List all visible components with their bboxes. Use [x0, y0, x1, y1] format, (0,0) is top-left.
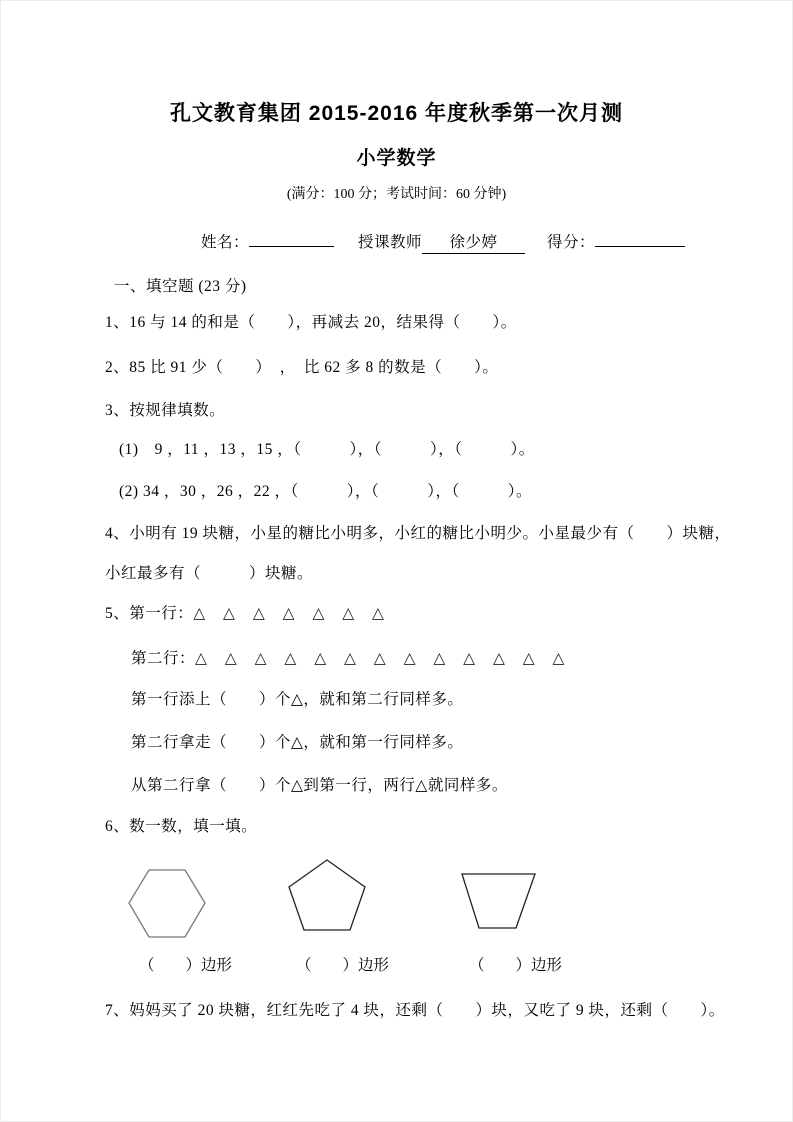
exam-meta: (满分：100 分；考试时间：60 分钟) — [286, 187, 507, 202]
triangle-row-2: △ △ △ △ △ △ △ △ △ △ △ △ △ — [195, 650, 572, 667]
trapezoid-shape — [461, 873, 536, 929]
question-5-row-2 — [131, 649, 571, 669]
question-4-line-1: 4、小明有 19 块糖，小星的糖比小明多，小红的糖比小明少。小星最少有（ ）块糖， — [105, 525, 731, 542]
name-label: 姓名： — [201, 234, 250, 251]
score-label: 得分： — [547, 234, 596, 251]
question-3-item-1: (1) 9 ，11 ，13 ，15 ，（ ），（ ），（ ）。 — [119, 441, 535, 458]
shape-label-trapezoid: （ ）边形 — [469, 957, 563, 974]
pentagon-shape — [288, 859, 366, 931]
question-2: 2、85 比 91 少（ ） ， 比 62 多 8 的数是（ ）。 — [105, 359, 499, 376]
section-heading: 一、填空题 (23 分) — [114, 278, 247, 295]
question-3-item-2: (2) 34 ，30 ，26 ，22 ，（ ），（ ），（ ）。 — [119, 483, 532, 500]
question-4-line-2: 小红最多有（ ）块糖。 — [105, 565, 314, 582]
row-2-label: 第二行： — [131, 650, 196, 667]
triangle-row-1: △ △ △ △ △ △ △ — [193, 605, 391, 622]
question-6: 6、数一数，填一填。 — [105, 818, 258, 835]
question-1: 1、16 与 14 的和是（ ），再减去 20，结果得（ ）。 — [105, 314, 517, 331]
question-5-add: 第一行添上（ ）个△，就和第二行同样多。 — [131, 691, 464, 708]
hexagon-shape — [128, 869, 206, 938]
document-title: 孔文教育集团 2015-2016 年度秋季第一次月测 — [169, 102, 624, 125]
question-5-take: 第二行拿走（ ）个△，就和第一行同样多。 — [131, 734, 464, 751]
row-1-label: 5、第一行： — [105, 605, 194, 622]
header-fields-row — [201, 231, 685, 254]
question-5-move: 从第二行拿（ ）个△到第一行，两行△就同样多。 — [131, 777, 508, 794]
score-blank — [595, 231, 685, 247]
shape-label-hexagon: （ ）边形 — [139, 957, 233, 974]
question-5-row-1 — [105, 604, 391, 624]
shape-label-pentagon: （ ）边形 — [296, 957, 390, 974]
name-blank — [249, 231, 334, 247]
document-subtitle: 小学数学 — [356, 148, 437, 169]
teacher-name: 徐少婷 — [422, 233, 525, 254]
question-3: 3、按规律填数。 — [105, 402, 226, 419]
question-7: 7、妈妈买了 20 块糖，红红先吃了 4 块，还剩（ ）块，又吃了 9 块，还剩（ ）。 — [105, 1002, 725, 1019]
teacher-label: 授课教师 — [358, 234, 423, 251]
